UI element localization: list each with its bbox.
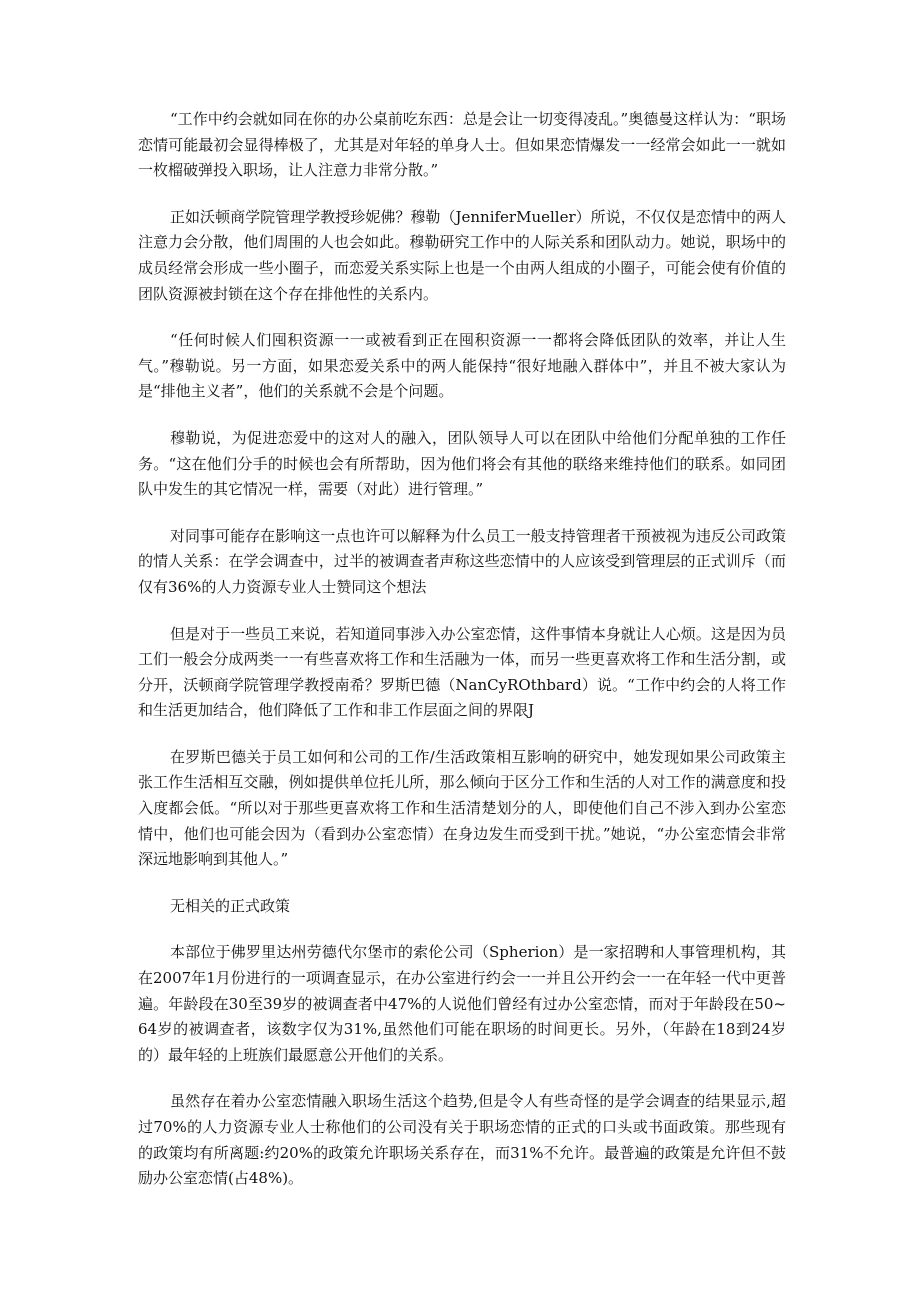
paragraph-6: 但是对于一些员工来说，若知道同事涉入办公室恋情，这件事情本身就让人心烦。这是因为员工们一般会分成两类一一有些喜欢将工作和生活融为一体，而另一些更喜欢将工作和生活分割，或分开，沃顿商学院管理学教授南希？罗斯巴德（NanCyROthbard）说。“工作中约会的人将工作和生活更加结合，他们降低了工作和非工作层面之间的界限J: [138, 624, 786, 720]
paragraph-4: 穆勒说，为促进恋爱中的这对人的融入，团队领导人可以在团队中给他们分配单独的工作任务。“这在他们分手的时候也会有所帮助，因为他们将会有其他的联络来维持他们的联系。如同团队中发生的其它情况一样，需要（对此）进行管理。”: [138, 428, 786, 499]
paragraph-3: “任何时候人们囤积资源一一或被看到正在囤积资源一一都将会降低团队的效率，并让人生气。”穆勒说。另一方面，如果恋爱关系中的两人能保持“很好地融入群体中”，并且不被大家认为是“排他主义者”，他们的关系就不会是个问题。: [138, 331, 786, 401]
section-heading: 无相关的正式政策: [170, 896, 291, 915]
paragraph-2: 正如沃顿商学院管理学教授珍妮佛？穆勒（JenniferMueller）所说，不仅仅是恋情中的两人注意力会分散，他们周围的人也会如此。穆勒研究工作中的人际关系和团队动力。她说，职场中的成员经常会形成一些小圈子，而恋爱关系实际上也是一个由两人组成的小圈子，可能会使有价值的团队资源被封锁在这个存在排他性的关系内。: [138, 207, 786, 303]
paragraph-5: 对同事可能存在影响这一点也许可以解释为什么员工一般支持管理者干预被视为违反公司政策的情人关系：在学会调查中，过半的被调查者声称这些恋情中的人应该受到管理层的正式训斥（而仅有36%的人力资源专业人士赞同这个想法: [138, 526, 786, 596]
paragraph-9: 虽然存在着办公室恋情融入职场生活这个趋势,但是令人有些奇怪的是学会调查的结果显示,超过70%的人力资源专业人士称他们的公司没有关于职场恋情的正式的口头或书面政策。那些现有的政策均有所离题:约20%的政策允许职场关系存在，而31%不允许。最普遍的政策是允许但不鼓励办公室恋情(占48%)。: [138, 1092, 786, 1188]
paragraph-8: 本部位于佛罗里达州劳德代尔堡市的索伦公司（Spherion）是一家招聘和人事管理机构，其在2007年1月份进行的一项调查显示，在办公室进行约会一一并且公开约会一一在年轻一代中更普遍。年龄段在30至39岁的被调查者中47%的人说他们曾经有过办公室恋情，而对于年龄段在50~64岁的被调查者，该数字仅为31%,虽然他们可能在职场的时间更长。另外，（年龄在18到24岁的）最年轻的上班族们最愿意公开他们的关系。: [138, 943, 786, 1064]
document-body: [138, 107, 786, 1213]
paragraph-1: “工作中约会就如同在你的办公桌前吃东西：总是会让一切变得凌乱。”奥德曼这样认为：“职场恋情可能最初会显得棒极了，尤其是对年轻的单身人士。但如果恋情爆发一一经常会如此一一就如一枚榴破弹投入职场，让人注意力非常分散。”: [138, 110, 786, 180]
paragraph-7: 在罗斯巴德关于员工如何和公司的工作/生活政策相互影响的研究中，她发现如果公司政策主张工作生活相互交融，例如提供单位托儿所，那么倾向于区分工作和生活的人对工作的满意度和投入度都会低。“所以对于那些更喜欢将工作和生活清楚划分的人，即使他们自己不涉入到办公室恋情中，他们也可能会因为（看到办公室恋情）在身边发生而受到干扰。”她说，“办公室恋情会非常深远地影响到其他人。”: [138, 747, 786, 869]
